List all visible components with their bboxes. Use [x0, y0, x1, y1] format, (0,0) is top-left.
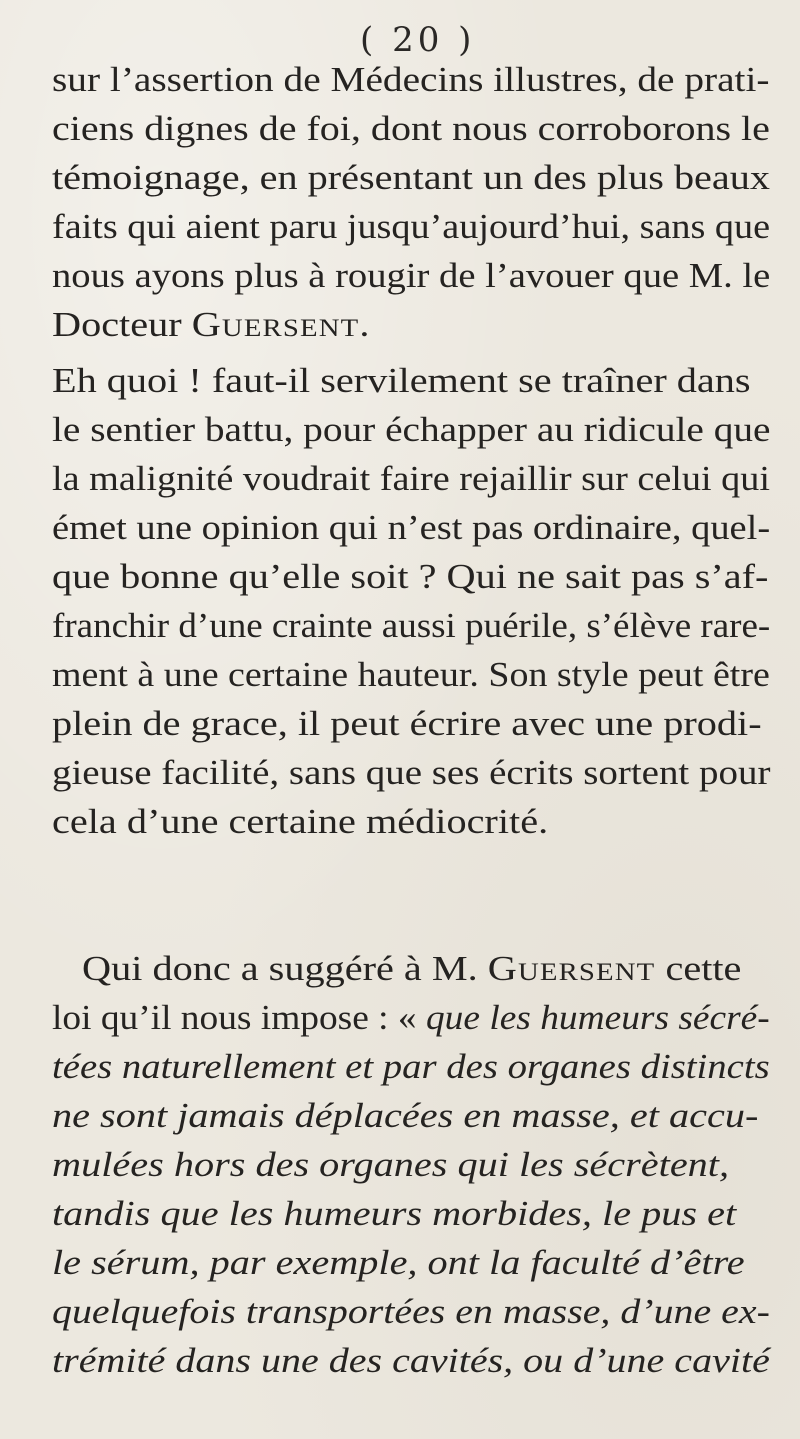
text-line: gieuse facilité, sans que ses écrits sortent pour	[52, 753, 771, 792]
text-span: cette	[655, 949, 742, 988]
text-line: que bonne qu’elle soit ? Qui ne sait pas s’af-	[52, 557, 769, 596]
text-line	[52, 307, 371, 342]
text-line: sur l’assertion de Médecins illustres, de prati-	[52, 60, 770, 99]
text-line: la malignité voudrait faire rejaillir sur celui qui	[52, 459, 770, 498]
text-line: ciens dignes de foi, dont nous corroborons le	[52, 109, 770, 148]
author-name: Guersent.	[191, 305, 371, 344]
text-line: le sérum, par exemple, ont la faculté d’être	[52, 1243, 745, 1282]
text-line: témoignage, en présentant un des plus beaux	[52, 158, 770, 197]
text-line: tandis que les humeurs morbides, le pus et	[52, 1194, 737, 1233]
text-line: quelquefois transportées en masse, d’une ex-	[52, 1292, 770, 1331]
author-name: Guersent	[487, 949, 656, 988]
text-span: loi qu’il nous impose : «	[52, 998, 426, 1037]
text-line: Eh quoi ! faut-il servilement se traîner dans	[52, 361, 751, 400]
text-line: mulées hors des organes qui les sécrètent,	[52, 1145, 730, 1184]
text-line: plein de grace, il peut écrire avec une prodi-	[52, 704, 762, 743]
text-line	[82, 951, 741, 986]
text-line: émet une opinion qui n’est pas ordinaire, quel-	[52, 508, 771, 547]
page-number: ( 20 )	[360, 20, 476, 60]
text-line: cela d’une certaine médiocrité.	[52, 802, 549, 841]
text-line: tées naturellement et par des organes distincts	[52, 1047, 770, 1086]
text-line: trémité dans une des cavités, ou d’une cavité	[52, 1341, 770, 1380]
text-line: le sentier battu, pour échapper au ridicule que	[52, 410, 771, 449]
text-line: nous ayons plus à rougir de l’avouer que M. le	[52, 256, 771, 295]
text-line: ne sont jamais déplacées en masse, et accu-	[52, 1096, 759, 1135]
text-span: Docteur	[52, 305, 192, 344]
text-line: franchir d’une crainte aussi puérile, s’élève rare-	[52, 606, 771, 645]
quote-span: que les humeurs sécré-	[425, 998, 770, 1037]
text-line: faits qui aient paru jusqu’aujourd’hui, sans que	[52, 207, 771, 246]
text-line: ment à une certaine hauteur. Son style peut être	[52, 655, 770, 694]
text-line	[52, 1000, 770, 1035]
text-span: Qui donc a suggéré à M.	[82, 949, 488, 988]
